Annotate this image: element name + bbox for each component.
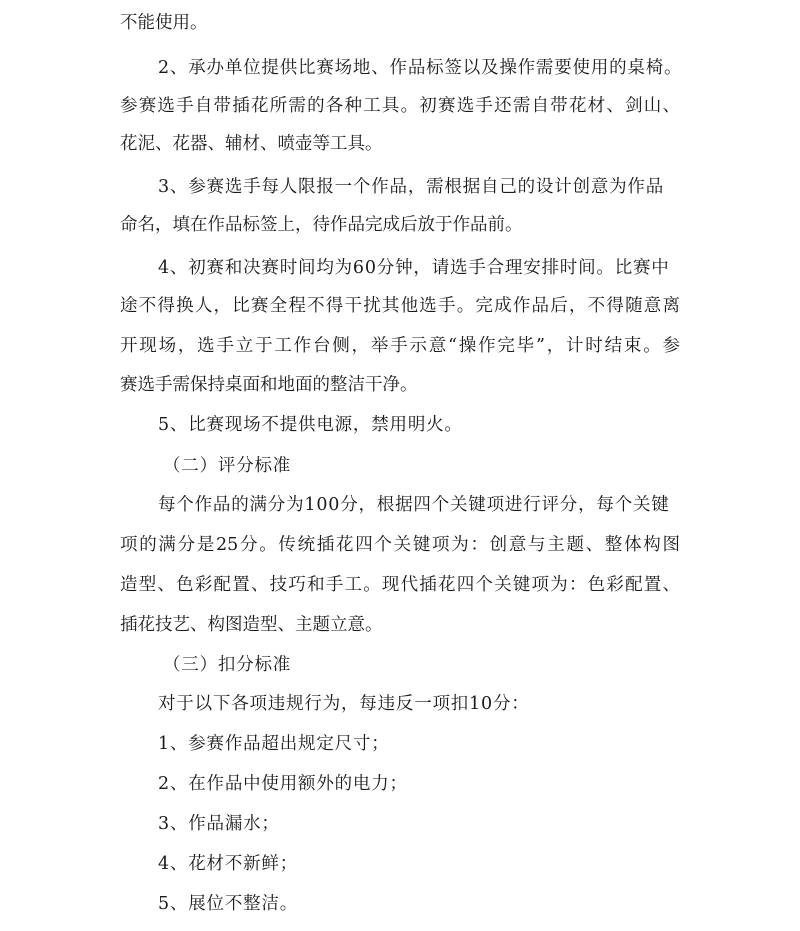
- section-heading-deductions: （三）扣分标准: [163, 655, 292, 675]
- deductions-intro: 对于以下各项违规行为，每违反一项扣10分：: [158, 694, 530, 714]
- deduction-item: 1、参赛作品超出规定尺寸；: [158, 734, 390, 754]
- text-line: 造型、色彩配置、技巧和手工。现代插花四个关键项为：色彩配置、: [120, 575, 680, 595]
- rule-5-line: 5、比赛现场不提供电源，禁用明火。: [158, 415, 463, 435]
- deduction-item: 5、展位不整洁。: [158, 894, 299, 914]
- text-line: 赛选手需保持桌面和地面的整洁干净。: [120, 375, 418, 395]
- rule-3-line: 3、参赛选手每人限报一个作品，需根据自己的设计创意为作品: [158, 177, 665, 197]
- text-line: 不能使用。: [120, 13, 208, 33]
- text-line: 插花技艺、构图造型、主题立意。: [120, 615, 383, 635]
- scoring-paragraph-line: 每个作品的满分为100分，根据四个关键项进行评分，每个关键: [158, 495, 670, 515]
- deduction-item: 3、作品漏水；: [158, 814, 280, 834]
- deduction-item: 2、在作品中使用额外的电力；: [158, 774, 408, 794]
- text-line: 途不得换人，比赛全程不得干扰其他选手。完成作品后，不得随意离: [120, 296, 680, 316]
- rule-4-line: 4、初赛和决赛时间均为60分钟，请选手合理安排时间。比赛中: [158, 258, 670, 278]
- text-line: 命名，填在作品标签上，待作品完成后放于作品前。: [120, 215, 523, 235]
- text-line: 参赛选手自带插花所需的各种工具。初赛选手还需自带花材、剑山、: [120, 96, 680, 116]
- text-line: 花泥、花器、辅材、喷壶等工具。: [120, 134, 383, 154]
- rule-2-line: 2、承办单位提供比赛场地、作品标签以及操作需要使用的桌椅。: [158, 58, 683, 78]
- deduction-item: 4、花材不新鲜；: [158, 854, 299, 874]
- text-line: 项的满分是25分。传统插花四个关键项为：创意与主题、整体构图: [120, 535, 680, 555]
- section-heading-scoring: （二）评分标准: [163, 456, 292, 476]
- text-line: 开现场，选手立于工作台侧，举手示意“操作完毕”，计时结束。参: [120, 336, 680, 356]
